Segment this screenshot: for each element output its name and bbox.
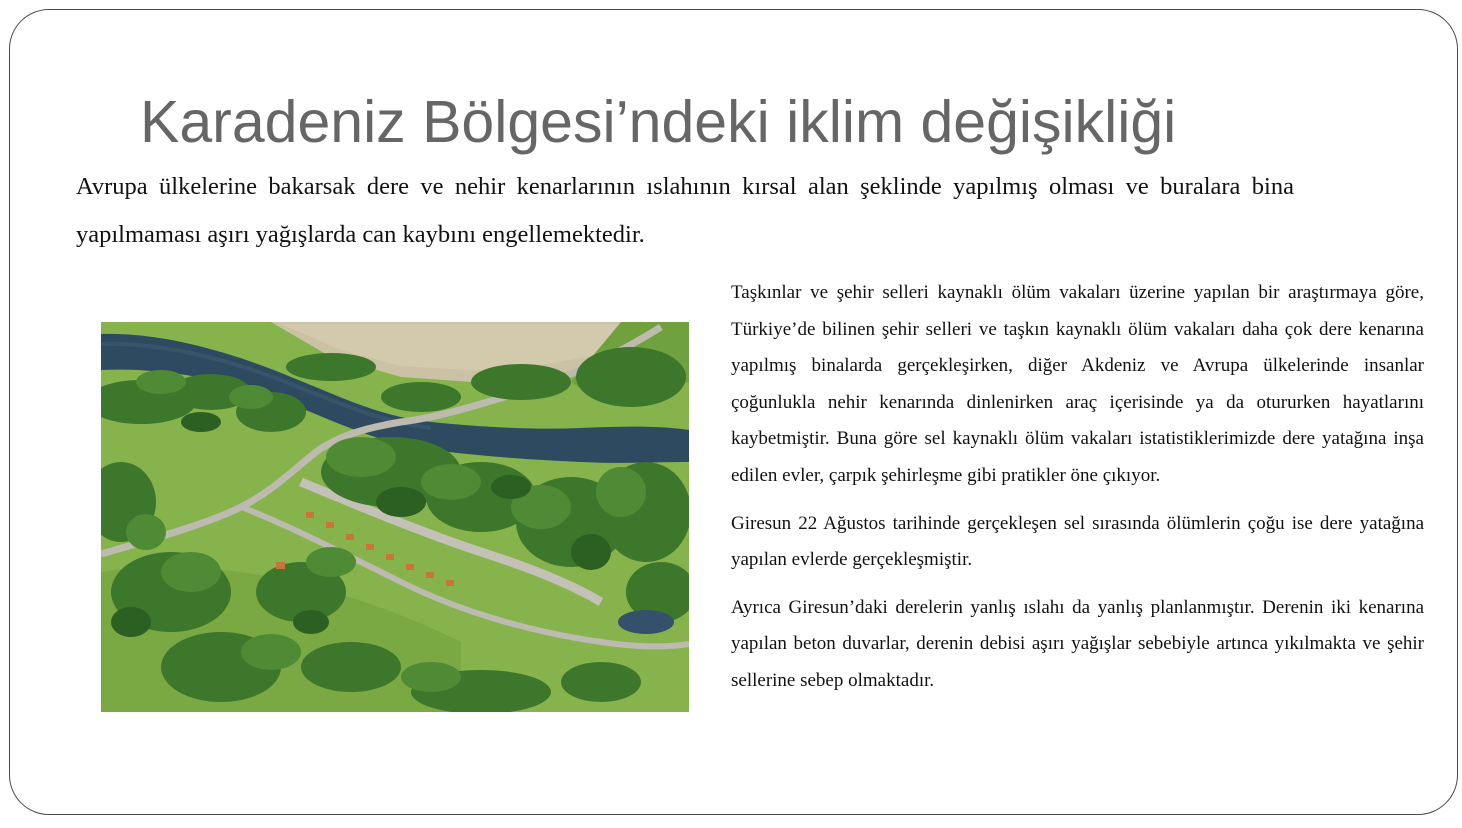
body-paragraph: Taşkınlar ve şehir selleri kaynaklı ölüm vakaları üzerine yapılan bir araştırmaya göre, Türkiye’de bilinen şehir selleri ve taşkın kaynaklı ölüm vakaları daha çok dere kenarına yapılmış binalarda gerçekleşirken, diğer Akdeniz ve Avrupa ülkelerinde insanlar çoğunlukla nehir kenarında dinlenirken araç içerisinde ya da otururken hayatlarını kaybetmiştir. Buna göre sel kaynaklı ölüm vakaları istatistiklerimizde dere yatağına inşa edilen evler, çarpık şehirleşme gibi pratikler öne çıkıyor. xyxy=(731,282,1424,486)
body-text-column xyxy=(731,275,1424,711)
body-paragraph: Giresun 22 Ağustos tarihinde gerçekleşen sel sırasında ölümlerin çoğu ise dere yatağına yapılan evlerde gerçekleşmiştir. xyxy=(731,512,1424,571)
body-paragraph: Ayrıca Giresun’daki derelerin yanlış ıslahı da yanlış planlanmıştır. Derenin iki kenarına yapılan beton duvarlar, derenin debisi aşırı yağışlar sebebiyle artınca yıkılmakta ve şehir sellerine sebep olmaktadır. xyxy=(731,596,1424,691)
aerial-river-photo xyxy=(101,322,689,712)
slide-title: Karadeniz Bölgesi’ndeki iklim değişikliği xyxy=(140,89,1177,155)
intro-paragraph: Avrupa ülkelerine bakarsak dere ve nehir kenarlarının ıslahının kırsal alan şeklinde yapılmış olması ve buralara bina yapılmaması aşırı yağışlarda can kaybını engellemektedir. xyxy=(76,173,1294,248)
